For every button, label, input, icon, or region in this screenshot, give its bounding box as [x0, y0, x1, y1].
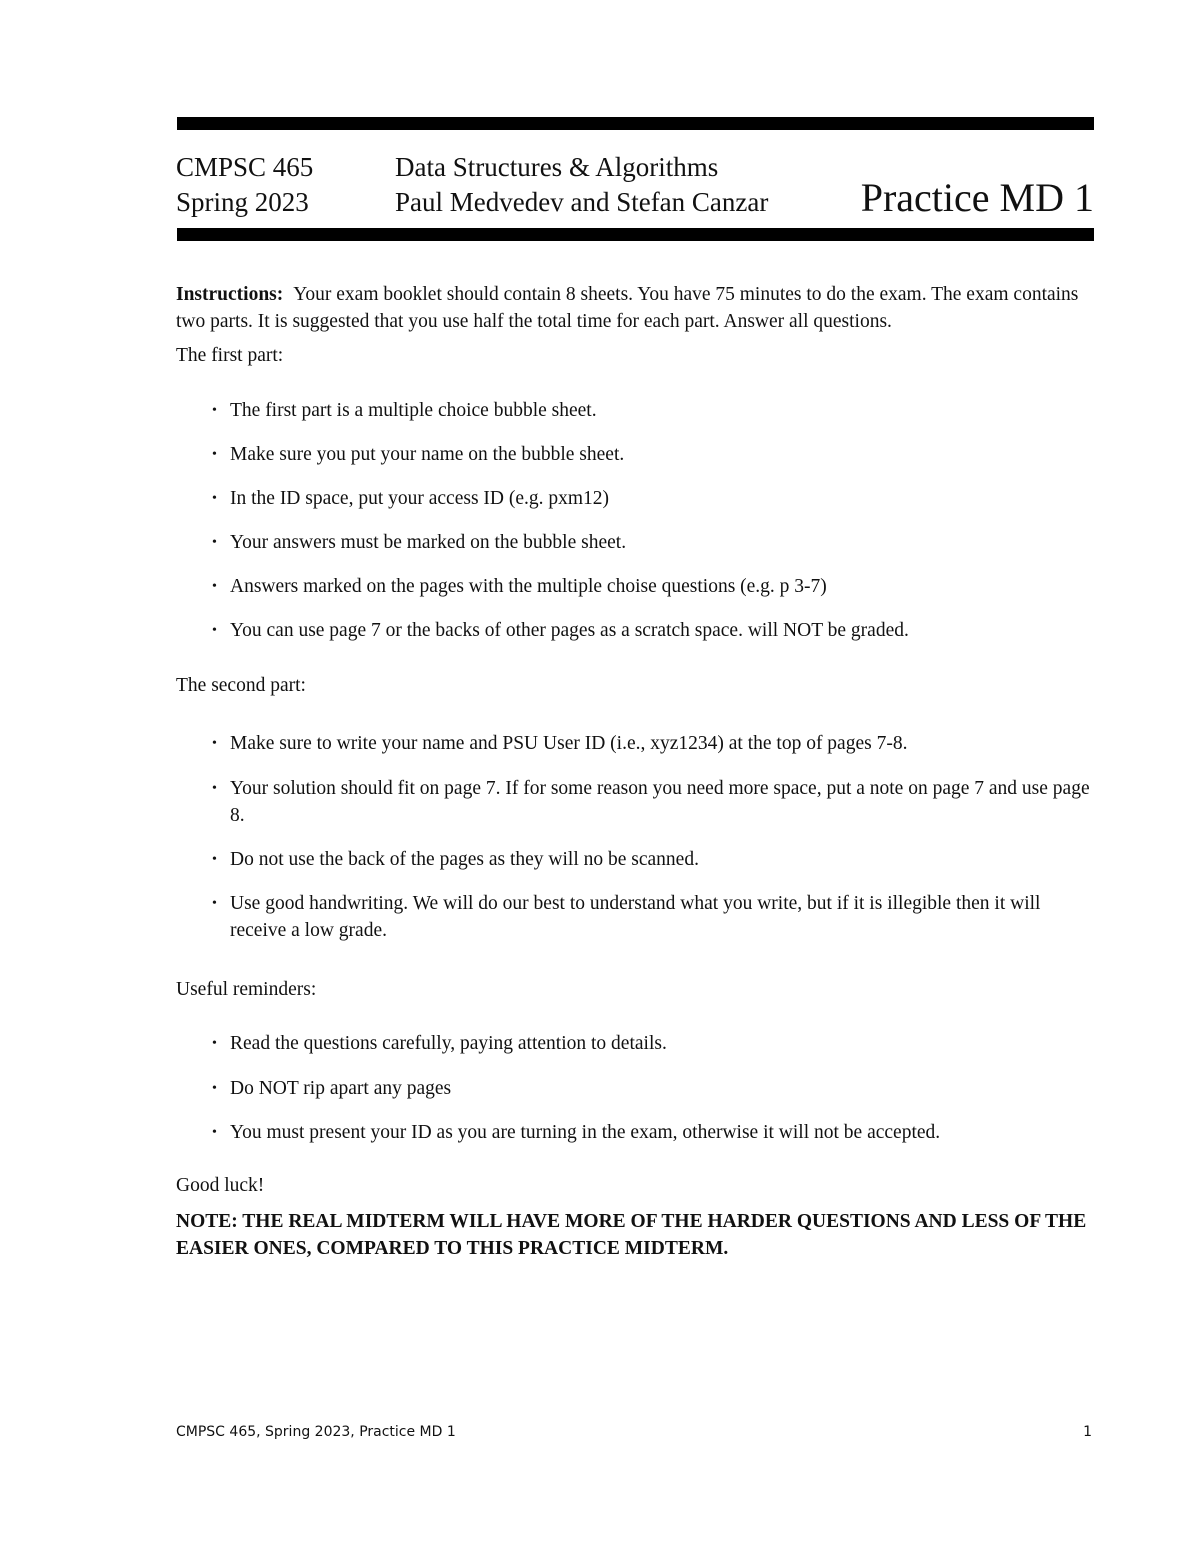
- list-item-text: In the ID space, put your access ID (e.g. pxm12): [230, 488, 610, 509]
- bullet-icon: •: [212, 623, 217, 638]
- header-bottom-rule: [177, 228, 1094, 241]
- bullet-icon: •: [212, 736, 217, 751]
- bullet-icon: •: [212, 579, 217, 594]
- footer-course-info: CMPSC 465, Spring 2023, Practice MD 1: [176, 1424, 456, 1440]
- bullet-icon: •: [212, 1081, 217, 1096]
- second-part-label: The second part:: [176, 675, 306, 696]
- bullet-icon: •: [212, 491, 217, 506]
- header-top-rule: [177, 117, 1094, 130]
- reminders-label: Useful reminders:: [176, 979, 317, 1000]
- bullet-icon: •: [212, 403, 217, 418]
- footer-page-number: 1: [1083, 1424, 1092, 1440]
- list-item: [212, 441, 1094, 468]
- list-item-text: Do NOT rip apart any pages: [230, 1078, 452, 1099]
- bullet-icon: •: [212, 1125, 217, 1140]
- list-item-text: The first part is a multiple choice bubble sheet.: [230, 400, 597, 421]
- list-item: [212, 846, 1094, 873]
- list-item: [212, 1119, 1094, 1146]
- course-code: CMPSC 465: [176, 152, 314, 182]
- closing-text: Good luck!: [176, 1175, 265, 1196]
- list-item: [212, 573, 1094, 600]
- list-item: [212, 890, 1094, 944]
- list-item-text: Read the questions carefully, paying attention to details.: [230, 1033, 667, 1054]
- list-item-text: Use good handwriting. We will do our best to understand what you write, but if it is illegible then it will receive a low grade.: [230, 893, 1041, 941]
- exam-title: Practice MD 1: [860, 175, 1094, 220]
- term: Spring 2023: [176, 187, 309, 217]
- bullet-icon: •: [212, 447, 217, 462]
- list-item: [212, 775, 1094, 829]
- list-item-text: Make sure you put your name on the bubble sheet.: [230, 444, 625, 465]
- instructions-paragraph: [176, 281, 1094, 335]
- list-item-text: Your solution should fit on page 7. If for some reason you need more space, put a note on page 7 and use page 8.: [230, 778, 1090, 826]
- practice-note: NOTE: THE REAL MIDTERM WILL HAVE MORE OF THE HARDER QUESTIONS AND LESS OF THE EASIER ONES, COMPARED TO THIS PRACTICE MIDTERM.: [176, 1211, 1087, 1259]
- bullet-icon: •: [212, 535, 217, 550]
- instructors: Paul Medvedev and Stefan Canzar: [395, 187, 769, 217]
- list-item: [212, 1030, 1094, 1057]
- list-item-text: You can use page 7 or the backs of other pages as a scratch space. will NOT be graded.: [230, 620, 909, 641]
- instructions-label: Instructions:: [176, 284, 284, 305]
- bullet-icon: •: [212, 781, 217, 796]
- list-item-text: Make sure to write your name and PSU User ID (i.e., xyz1234) at the top of pages 7-8.: [230, 733, 908, 754]
- instructions-text: Your exam booklet should contain 8 sheets. You have 75 minutes to do the exam. The exam contains two parts. It is suggested that you use half the total time for each part. Answer all questions.: [176, 284, 1079, 332]
- list-item: [212, 730, 1094, 757]
- bullet-icon: •: [212, 852, 217, 867]
- list-item: [212, 529, 1094, 556]
- bullet-icon: •: [212, 896, 217, 911]
- first-part-label: The first part:: [176, 345, 284, 366]
- list-item: [212, 617, 1094, 644]
- list-item-text: Answers marked on the pages with the multiple choise questions (e.g. p 3-7): [230, 576, 827, 597]
- course-title: Data Structures & Algorithms: [395, 152, 719, 182]
- list-item-text: You must present your ID as you are turning in the exam, otherwise it will not be accepted.: [230, 1122, 941, 1143]
- list-item: [212, 397, 1094, 424]
- list-item-text: Your answers must be marked on the bubble sheet.: [230, 532, 627, 553]
- list-item-text: Do not use the back of the pages as they will no be scanned.: [230, 849, 699, 870]
- list-item: [212, 485, 1094, 512]
- list-item: [212, 1075, 1094, 1102]
- bullet-icon: •: [212, 1036, 217, 1051]
